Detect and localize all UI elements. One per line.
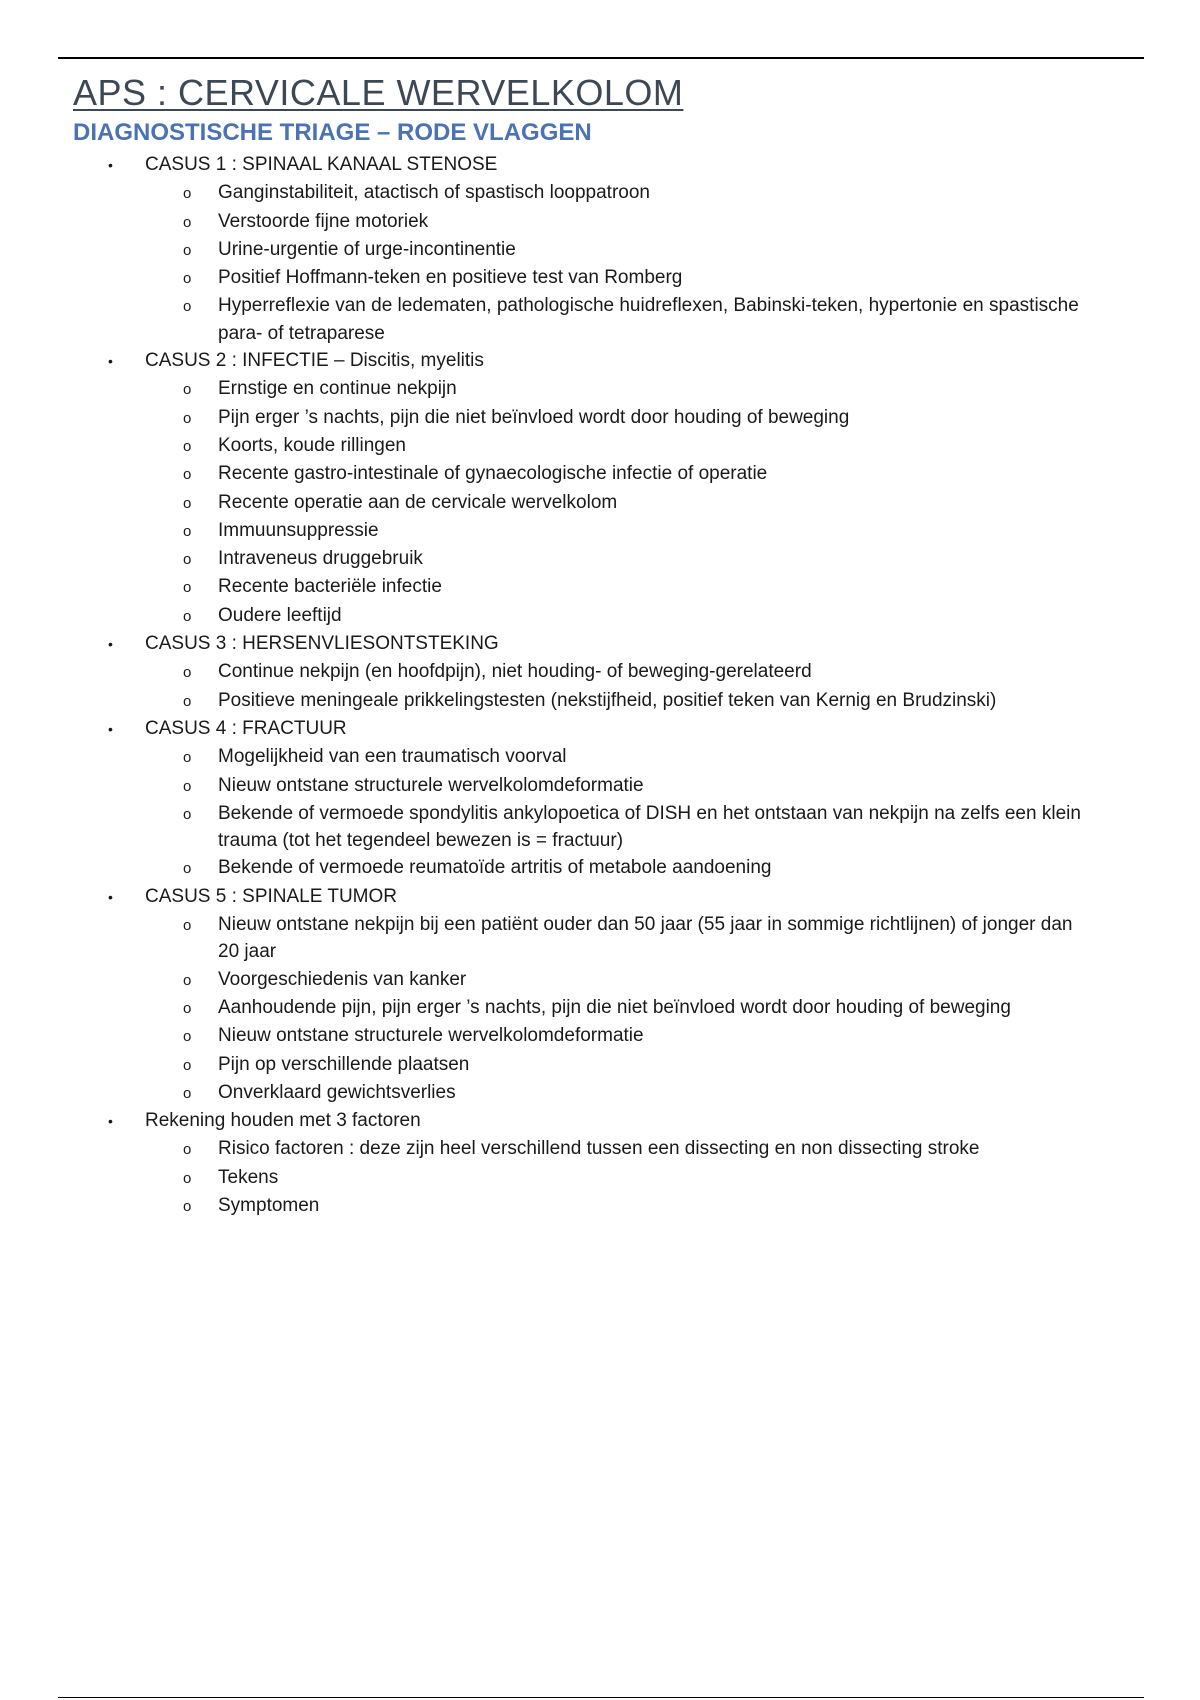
list-item bbox=[0, 236, 1200, 264]
case-item-list bbox=[0, 179, 1200, 347]
circle-bullet-icon: o bbox=[183, 860, 192, 878]
list-item bbox=[0, 743, 1200, 771]
list-item-text: Onverklaard gewichtsverlies bbox=[218, 1081, 456, 1103]
list-item bbox=[0, 1192, 1200, 1220]
bullet-icon: • bbox=[108, 1113, 113, 1130]
case-heading-text: Rekening houden met 3 factoren bbox=[145, 1110, 421, 1132]
circle-bullet-icon: o bbox=[183, 437, 192, 455]
bullet-icon: • bbox=[108, 888, 113, 905]
circle-bullet-icon: o bbox=[183, 607, 192, 625]
section-subtitle: DIAGNOSTISCHE TRIAGE – RODE VLAGGEN bbox=[73, 119, 592, 146]
circle-bullet-icon: o bbox=[183, 1197, 192, 1215]
circle-bullet-icon: o bbox=[183, 917, 192, 935]
circle-bullet-icon: o bbox=[183, 494, 192, 512]
case-heading-text: CASUS 1 : SPINAAL KANAAL STENOSE bbox=[145, 154, 498, 175]
circle-bullet-icon: o bbox=[183, 551, 192, 569]
list-item-text: Urine-urgentie of urge-incontinentie bbox=[218, 238, 516, 260]
case-heading-text: CASUS 4 : FRACTUUR bbox=[145, 717, 347, 739]
list-item-text: Continue nekpijn (en hoofdpijn), niet houding- of beweging-gerelateerd bbox=[218, 661, 812, 683]
case-item-list bbox=[0, 911, 1200, 1107]
document-body bbox=[0, 151, 1200, 1220]
list-item bbox=[0, 404, 1200, 432]
case-item-list bbox=[0, 743, 1200, 882]
list-item-text: Ganginstabiliteit, atactisch of spastisch looppatroon bbox=[218, 182, 650, 204]
case-heading-3 bbox=[0, 630, 1200, 658]
circle-bullet-icon: o bbox=[183, 381, 192, 399]
list-item bbox=[0, 460, 1200, 488]
circle-bullet-icon: o bbox=[183, 466, 192, 484]
circle-bullet-icon: o bbox=[183, 213, 192, 231]
circle-bullet-icon: o bbox=[183, 1169, 192, 1187]
case-heading-5 bbox=[0, 883, 1200, 911]
circle-bullet-icon: o bbox=[183, 664, 192, 682]
case-heading-2 bbox=[0, 347, 1200, 375]
list-item-text: Pijn erger ’s nachts, pijn die niet beïnvloed wordt door houding of beweging bbox=[218, 406, 850, 428]
list-item bbox=[0, 1164, 1200, 1192]
circle-bullet-icon: o bbox=[183, 805, 192, 823]
case-heading-1 bbox=[0, 151, 1200, 179]
list-item bbox=[0, 545, 1200, 573]
list-item bbox=[0, 1051, 1200, 1079]
circle-bullet-icon: o bbox=[183, 1084, 192, 1102]
case-heading-text: CASUS 3 : HERSENVLIESONTSTEKING bbox=[145, 633, 499, 655]
list-item bbox=[0, 489, 1200, 517]
list-item bbox=[0, 292, 1200, 347]
list-item-text: Verstoorde fijne motoriek bbox=[218, 210, 429, 232]
list-item bbox=[0, 800, 1200, 855]
bullet-icon: • bbox=[108, 353, 113, 370]
circle-bullet-icon: o bbox=[183, 409, 192, 427]
list-item bbox=[0, 264, 1200, 292]
circle-bullet-icon: o bbox=[183, 777, 192, 795]
list-item-text: Oudere leeftijd bbox=[218, 604, 342, 626]
footer-rule bbox=[58, 1697, 1144, 1698]
case-item-list bbox=[0, 1135, 1200, 1220]
bullet-icon: • bbox=[108, 636, 113, 653]
list-item-text: Nieuw ontstane structurele wervelkolomdeformatie bbox=[218, 1025, 644, 1047]
circle-bullet-icon: o bbox=[183, 999, 192, 1017]
case-heading-4 bbox=[0, 715, 1200, 743]
header-rule bbox=[58, 57, 1144, 59]
list-item-text: Ernstige en continue nekpijn bbox=[218, 378, 457, 400]
list-item bbox=[0, 1135, 1200, 1163]
list-item bbox=[0, 517, 1200, 545]
list-item bbox=[0, 179, 1200, 207]
circle-bullet-icon: o bbox=[183, 1056, 192, 1074]
bullet-icon: • bbox=[108, 720, 113, 737]
case-heading-text: CASUS 5 : SPINALE TUMOR bbox=[145, 885, 397, 907]
bullet-icon: • bbox=[108, 157, 113, 173]
list-item-text: Bekende of vermoede reumatoïde artritis of metabole aandoening bbox=[218, 857, 772, 879]
list-item-text: Hyperreflexie van de ledematen, pathologische huidreflexen, Babinski-teken, hypertonie en spastische para- of tetraparese bbox=[218, 295, 1079, 344]
circle-bullet-icon: o bbox=[183, 971, 192, 989]
list-item bbox=[0, 432, 1200, 460]
list-item-text: Risico factoren : deze zijn heel verschillend tussen een dissecting en non dissecting stroke bbox=[218, 1138, 980, 1160]
list-item-text: Recente operatie aan de cervicale wervelkolom bbox=[218, 491, 618, 513]
list-item-text: Bekende of vermoede spondylitis ankylopoetica of DISH en het ontstaan van nekpijn na zelfs een klein trauma (tot het tegendeel bewezen is = fractuur) bbox=[218, 802, 1081, 852]
circle-bullet-icon: o bbox=[183, 185, 192, 203]
list-item-text: Mogelijkheid van een traumatisch voorval bbox=[218, 746, 567, 768]
list-item-text: Intraveneus druggebruik bbox=[218, 548, 423, 570]
list-item-text: Symptomen bbox=[218, 1194, 320, 1216]
list-item-text: Voorgeschiedenis van kanker bbox=[218, 968, 467, 990]
list-item bbox=[0, 854, 1200, 882]
list-item bbox=[0, 573, 1200, 601]
circle-bullet-icon: o bbox=[183, 298, 192, 316]
list-item-text: Positief Hoffmann-teken en positieve test van Romberg bbox=[218, 267, 683, 289]
list-item bbox=[0, 687, 1200, 715]
case-item-list bbox=[0, 375, 1200, 630]
list-item-text: Recente gastro-intestinale of gynaecologische infectie of operatie bbox=[218, 463, 768, 485]
list-item-text: Immuunsuppressie bbox=[218, 519, 379, 541]
page-title: APS : CERVICALE WERVELKOLOM bbox=[73, 72, 684, 113]
list-item bbox=[0, 1079, 1200, 1107]
list-item bbox=[0, 772, 1200, 800]
list-item-text: Positieve meningeale prikkelingstesten (nekstijfheid, positief teken van Kernig en Brudzinski) bbox=[218, 689, 997, 711]
case-heading-text: CASUS 2 : INFECTIE – Discitis, myelitis bbox=[145, 350, 484, 372]
list-item bbox=[0, 994, 1200, 1022]
circle-bullet-icon: o bbox=[183, 692, 192, 710]
circle-bullet-icon: o bbox=[183, 522, 192, 540]
list-item-text: Nieuw ontstane structurele wervelkolomdeformatie bbox=[218, 774, 644, 796]
circle-bullet-icon: o bbox=[183, 579, 192, 597]
list-item bbox=[0, 658, 1200, 686]
circle-bullet-icon: o bbox=[183, 1028, 192, 1046]
list-item bbox=[0, 1022, 1200, 1050]
circle-bullet-icon: o bbox=[183, 241, 192, 259]
circle-bullet-icon: o bbox=[183, 1141, 192, 1159]
list-item bbox=[0, 602, 1200, 630]
list-item-text: Aanhoudende pijn, pijn erger ’s nachts, pijn die niet beïnvloed wordt door houding of beweging bbox=[218, 996, 1011, 1018]
list-item-text: Recente bacteriële infectie bbox=[218, 576, 442, 598]
list-item-text: Nieuw ontstane nekpijn bij een patiënt ouder dan 50 jaar (55 jaar in sommige richtlijnen) of jonger dan 20 jaar bbox=[218, 914, 1073, 963]
circle-bullet-icon: o bbox=[183, 749, 192, 767]
case-item-list bbox=[0, 658, 1200, 715]
list-item-text: Koorts, koude rillingen bbox=[218, 434, 406, 456]
list-item bbox=[0, 911, 1200, 966]
circle-bullet-icon: o bbox=[183, 270, 192, 288]
list-item bbox=[0, 966, 1200, 994]
list-item bbox=[0, 208, 1200, 236]
list-item-text: Pijn op verschillende plaatsen bbox=[218, 1053, 470, 1075]
list-item bbox=[0, 375, 1200, 403]
list-item-text: Tekens bbox=[218, 1166, 279, 1188]
case-heading-6 bbox=[0, 1107, 1200, 1135]
